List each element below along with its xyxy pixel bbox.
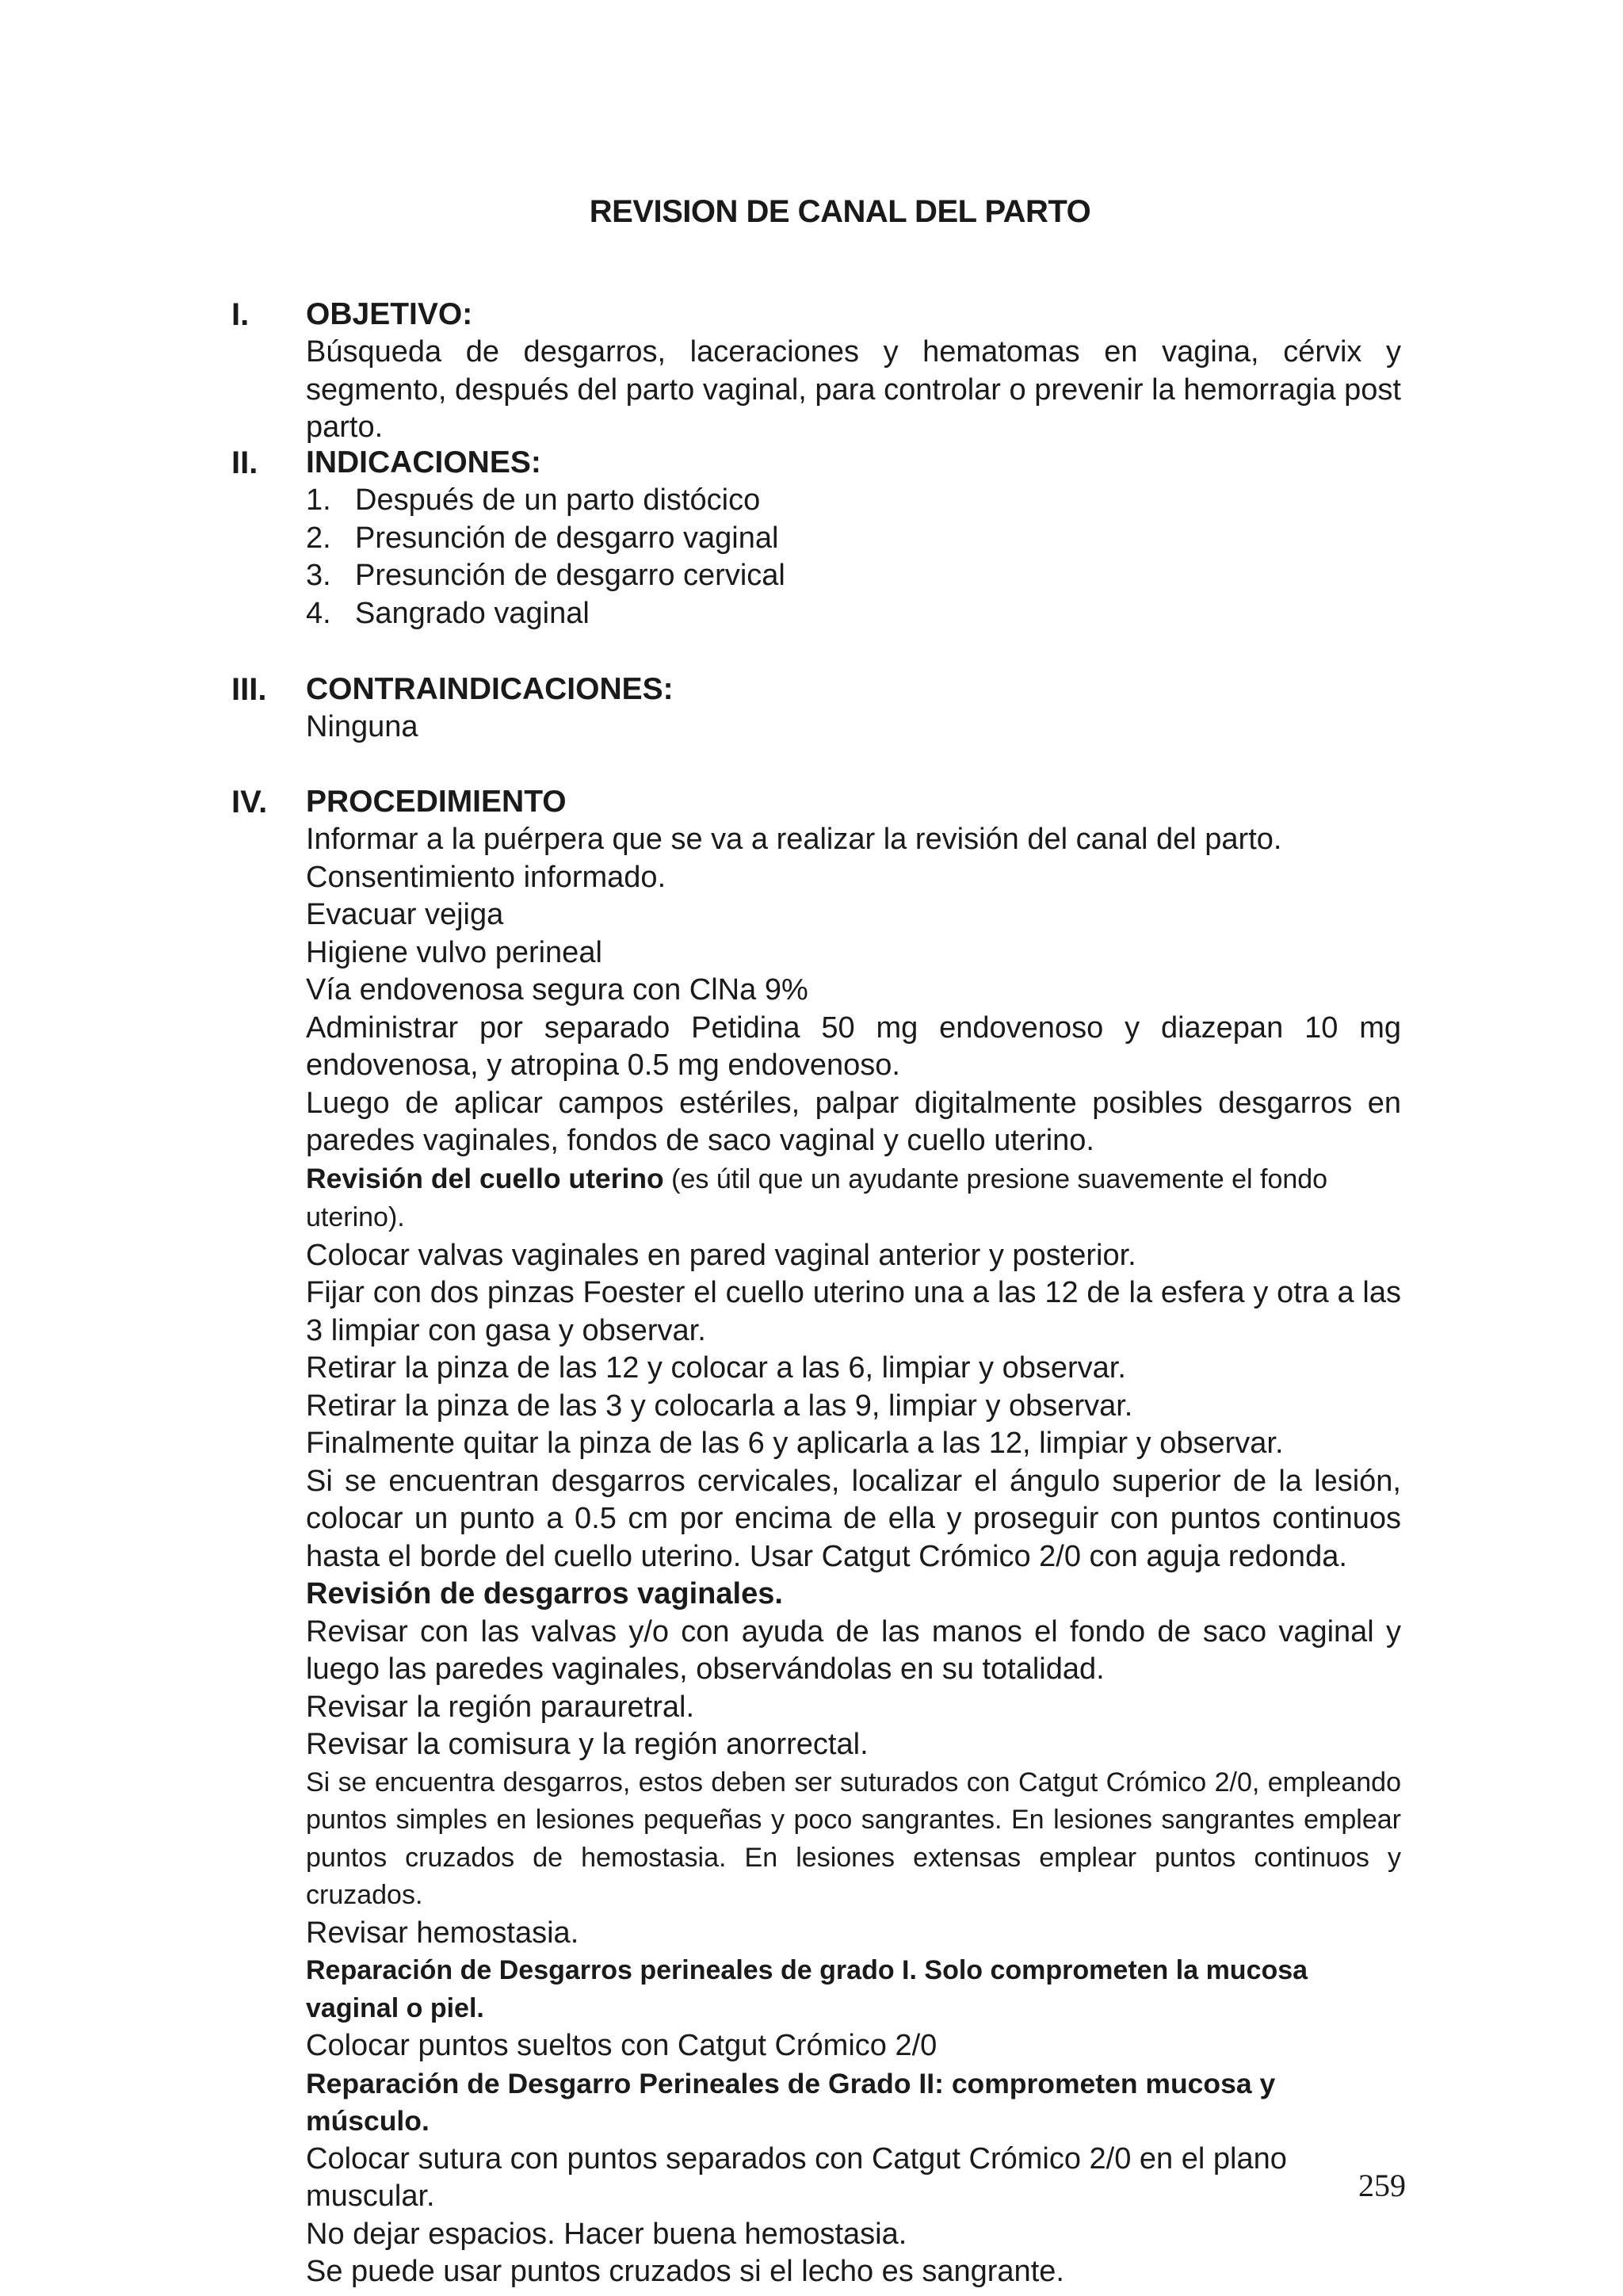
procedure-step: Vía endovenosa segura con ClNa 9% [306,973,808,1007]
procedure-step: Colocar sutura con puntos separados con Catgut Crómico 2/0 en el plano muscular. [306,2141,1287,2213]
list-item-text: Presunción de desgarro cervical [355,559,785,592]
procedure-step: Si se encuentra desgarros, estos deben ser suturados con Catgut Crómico 2/0, empleando puntos simples en lesiones pequeñas y poco sangrantes. En lesiones sangrantes emplear puntos cruzados de hemostasia. En lesiones extensas emplear puntos continuos y cruzados. [306,1767,1401,1910]
section-heading: OBJETIVO: [306,297,473,331]
list-item [306,520,1401,558]
list-item [306,482,1401,520]
objetivo-text: Búsqueda de desgarros, laceraciones y hematomas en vagina, cérvix y segmento, después del parto vaginal, para controlar o prevenir la hemorragia post parto. [306,335,1401,444]
procedure-step: Evacuar vejiga [306,898,504,931]
section-heading: INDICACIONES: [306,445,541,479]
cervix-note: (es útil que un ayudante presione suavemente el fondo uterino). [306,1163,1328,1232]
section-heading: PROCEDIMIENTO [306,785,567,819]
list-item-number: 1. [306,483,331,517]
section-content [306,296,1401,447]
contraindicaciones-text: Ninguna [306,710,418,743]
procedure-step: Administrar por separado Petidina 50 mg endovenoso y diazepan 10 mg endovenosa, y atropina 0.5 mg endovenoso. [306,1010,1401,1082]
procedure-step: Colocar valvas vaginales en pared vaginal anterior y posterior. [306,1238,1136,1272]
subheading-vaginal-tears: Revisión de desgarros vaginales. [306,1577,783,1610]
list-item-text: Presunción de desgarro vaginal [355,521,779,555]
list-item [306,557,1401,595]
procedure-step: Revisar con las valvas y/o con ayuda de las manos el fondo de saco vaginal y luego las paredes vaginales, observándolas en su totalidad. [306,1614,1401,1686]
section-numeral: II. [231,445,258,480]
list-item-text: Sangrado vaginal [355,596,590,630]
procedure-step-cervix [306,1160,1401,1237]
section-content [306,783,1401,2291]
section-content [306,670,1401,747]
procedure-step: Higiene vulvo perineal [306,935,602,969]
list-item-number: 3. [306,559,331,592]
procedure-step: Se puede usar puntos cruzados si el lecho es sangrante. [306,2255,1064,2288]
procedure-step: Retirar la pinza de las 3 y colocarla a las 9, limpiar y observar. [306,1389,1133,1423]
subheading-cervix: Revisión del cuello uterino [306,1162,664,1194]
procedure-step: Informar a la puérpera que se va a realizar la revisión del canal del parto. [306,823,1282,856]
list-item-number: 4. [306,596,331,630]
section-numeral: IV. [231,785,268,819]
section-numeral: I. [231,297,250,332]
list-item-text: Después de un parto distócico [355,483,761,517]
procedure-step: Luego de aplicar campos estériles, palpar digitalmente posibles desgarros en paredes vaginales, fondos de saco vaginal y cuello uterino. [306,1086,1401,1157]
procedure-step: No dejar espacios. Hacer buena hemostasia. [306,2217,907,2251]
list-item [306,595,1401,633]
procedure-step: Si se encuentran desgarros cervicales, localizar el ángulo superior de la lesión, colocar un punto a 0.5 cm por encima de ella y proseguir con puntos continuos hasta el borde del cuello uterino. Usar Catgut Crómico 2/0 con aguja redonda. [306,1464,1401,1573]
procedure-step: Revisar hemostasia. [306,1916,579,1950]
procedure-step: Retirar la pinza de las 12 y colocar a las 6, limpiar y observar. [306,1351,1126,1385]
procedure-step: Finalmente quitar la pinza de las 6 y aplicarla a las 12, limpiar y observar. [306,1427,1284,1460]
section-heading: CONTRAINDICACIONES: [306,672,674,706]
procedure-step: Colocar puntos sueltos con Catgut Crómico 2/0 [306,2029,938,2062]
subheading-grade-2: Reparación de Desgarro Perineales de Grado II: comprometen mucosa y músculo. [306,2067,1276,2137]
page-number: 259 [1358,2168,1406,2203]
procedure-step: Revisar la comisura y la región anorrectal. [306,1728,869,1761]
procedure-step: Fijar con dos pinzas Foester el cuello uterino una a las 12 de la esfera y otra a las 3 limpiar con gasa y observar. [306,1276,1401,1347]
section-content [306,444,1401,632]
procedure-step: Consentimiento informado. [306,860,666,894]
subheading-grade-1: Reparación de Desgarros perineales de grado I. Solo comprometen la mucosa vaginal o piel. [306,1955,1308,2023]
section-numeral: III. [231,672,267,707]
procedure-step: Revisar la región parauretral. [306,1690,695,1724]
list-item-number: 2. [306,521,331,555]
page-title: REVISION DE CANAL DEL PARTO [589,194,1091,229]
